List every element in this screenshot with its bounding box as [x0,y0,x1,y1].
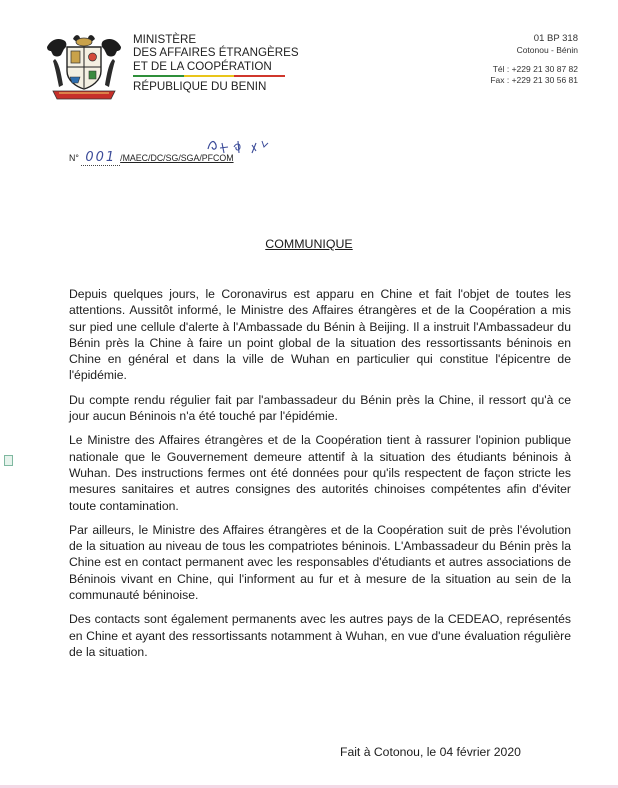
flag-color-bar [133,75,285,77]
paragraph-5: Des contacts sont également permanents avec les autres pays de la CEDEAO, représentés en Chine et ayant des ressortissants notamment à Wuhan, en vue d'une évaluation régulière de la situation. [69,612,571,659]
paragraph-3: Le Ministre des Affaires étrangères et de la Coopération tient à rassurer l'opinion publique nationale que le Gouvernement demeure attentif à la situation des étudiants béninois à Wuhan. Des instructions fermes ont été données pour qu'ils respectent de façon stricte les mesures sanitaires et autres consignes des autorités chinoises compétentes afin d'éviter toute contamination. [69,433,571,513]
ministry-line-3: ET DE LA COOPÉRATION [133,59,272,73]
paragraph-4: Par ailleurs, le Ministre des Affaires étrangères et de la Coopération suit de près l'évolution de la situation au niveau de tous les compatriotes béninois. L'Ambassadeur du Bénin près la Chine est en contact permanent avec les responsables d'étudiants et autres associations de Béninois vivant en Chine, qui l'informent au fur et à mesure de la situation au sein de la communauté béninoise. [69,522,571,603]
flag-green-segment [133,75,184,77]
paragraph-2: Du compte rendu régulier fait par l'ambassadeur du Bénin près la Chine, il ressort qu'à ce jour aucun Béninois n'a été touché par l'épidémie. [69,392,571,424]
ministry-header [133,33,303,93]
communique-body [69,286,571,668]
reference-number [69,150,234,165]
reference-handwritten-number: 001 [81,150,120,166]
republic-name: RÉPUBLIQUE DU BENIN [133,80,267,94]
flag-yellow-segment [184,75,235,77]
scan-edge-mark [4,455,13,466]
reference-code: /MAEC/DC/SG/SGA/PFCOM [120,153,234,163]
contact-block [490,34,578,85]
po-box: 01 BP 318 [533,33,578,44]
document-title: COMMUNIQUE [265,237,353,251]
ministry-line-2: DES AFFAIRES ÉTRANGÈRES [133,46,299,60]
city: Cotonou - Bénin [516,44,578,55]
fax: Fax : +229 21 30 56 81 [490,74,578,85]
telephone: Tél : +229 21 30 87 82 [492,64,578,75]
benin-coat-of-arms-icon [45,33,123,101]
flag-red-segment [234,75,285,77]
reference-prefix: N° [69,153,79,163]
ministry-line-1: MINISTÈRE [133,33,197,46]
paragraph-1: Depuis quelques jours, le Coronavirus est apparu en Chine et fait l'objet de toutes les attentions. Aussitôt informé, le Ministre des Affaires étrangères et de la Coopération a mis sur pied une cellule d'alerte à l'Ambassade du Bénin à Beijing. Il a instruit l'Ambassadeur du Bénin près la Chine à faire un point global de la situation des ressortissants béninois en Chine en général et dans la ville de Wuhan en particulier qui constitue l'épicentre de l'épidémie. [69,287,571,383]
signoff-date: Fait à Cotonou, le 04 février 2020 [340,745,521,759]
